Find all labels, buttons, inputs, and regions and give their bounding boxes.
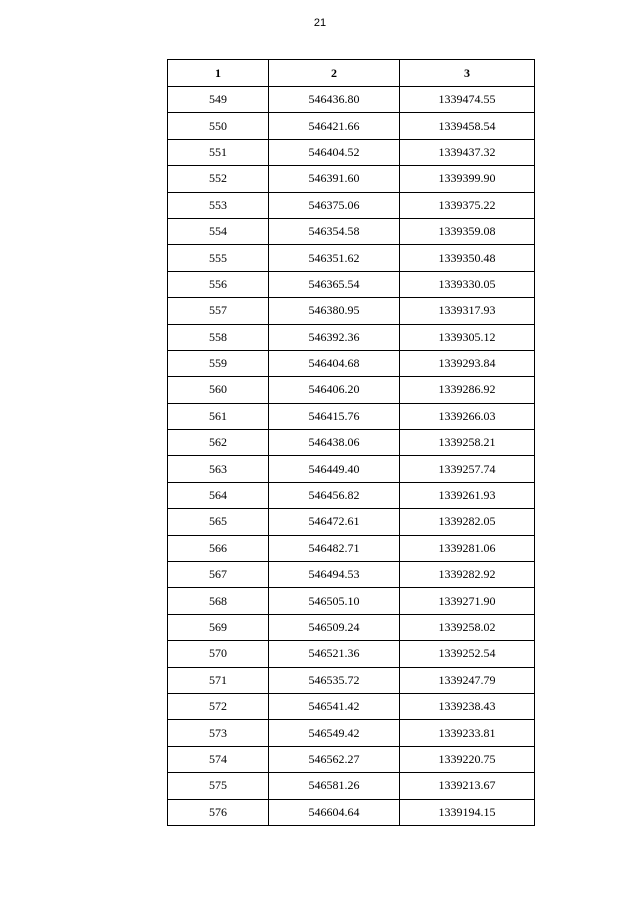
table-cell-col-1: 572 [168, 693, 269, 719]
table-cell-col-3: 1339282.05 [400, 509, 535, 535]
table-cell-col-1: 561 [168, 403, 269, 429]
table-cell-col-3: 1339257.74 [400, 456, 535, 482]
table-row [168, 799, 535, 825]
table-row [168, 430, 535, 456]
table-cell-col-2: 546505.10 [269, 588, 400, 614]
table-cell-col-3: 1339266.03 [400, 403, 535, 429]
table-cell-col-3: 1339238.43 [400, 693, 535, 719]
table-row [168, 324, 535, 350]
table-cell-col-3: 1339213.67 [400, 773, 535, 799]
table-cell-col-1: 555 [168, 245, 269, 271]
table-cell-col-3: 1339399.90 [400, 166, 535, 192]
table-cell-col-3: 1339458.54 [400, 113, 535, 139]
table-cell-col-3: 1339359.08 [400, 218, 535, 244]
table-cell-col-2: 546380.95 [269, 298, 400, 324]
table-cell-col-2: 546456.82 [269, 482, 400, 508]
table-row [168, 271, 535, 297]
table-cell-col-3: 1339233.81 [400, 720, 535, 746]
table-cell-col-3: 1339220.75 [400, 746, 535, 772]
table-cell-col-1: 551 [168, 139, 269, 165]
column-header-3: 3 [400, 60, 535, 87]
table-cell-col-2: 546391.60 [269, 166, 400, 192]
table-row [168, 218, 535, 244]
table-row [168, 350, 535, 376]
table-cell-col-2: 546351.62 [269, 245, 400, 271]
table-cell-col-1: 576 [168, 799, 269, 825]
table-row [168, 562, 535, 588]
table-row [168, 456, 535, 482]
table-row [168, 166, 535, 192]
table-cell-col-2: 546354.58 [269, 218, 400, 244]
table-row [168, 641, 535, 667]
table-cell-col-3: 1339261.93 [400, 482, 535, 508]
table-cell-col-3: 1339247.79 [400, 667, 535, 693]
table-cell-col-1: 553 [168, 192, 269, 218]
table-cell-col-1: 560 [168, 377, 269, 403]
table-body [168, 87, 535, 826]
table-cell-col-1: 570 [168, 641, 269, 667]
table-cell-col-2: 546406.20 [269, 377, 400, 403]
table-row [168, 614, 535, 640]
table-row [168, 693, 535, 719]
table-cell-col-3: 1339293.84 [400, 350, 535, 376]
table-cell-col-2: 546521.36 [269, 641, 400, 667]
table-cell-col-1: 568 [168, 588, 269, 614]
page-number: 21 [313, 17, 327, 29]
table-row [168, 588, 535, 614]
table-cell-col-2: 546404.68 [269, 350, 400, 376]
column-header-1: 1 [168, 60, 269, 87]
table-row [168, 720, 535, 746]
table-cell-col-1: 563 [168, 456, 269, 482]
table-header-row [168, 60, 535, 87]
table-cell-col-2: 546365.54 [269, 271, 400, 297]
table-row [168, 535, 535, 561]
table-cell-col-1: 549 [168, 87, 269, 113]
table-cell-col-2: 546392.36 [269, 324, 400, 350]
table-cell-col-1: 565 [168, 509, 269, 535]
table-cell-col-1: 556 [168, 271, 269, 297]
table-cell-col-2: 546535.72 [269, 667, 400, 693]
table-cell-col-3: 1339271.90 [400, 588, 535, 614]
table-row [168, 746, 535, 772]
table-row [168, 403, 535, 429]
table-row [168, 245, 535, 271]
table-cell-col-1: 569 [168, 614, 269, 640]
table-row [168, 377, 535, 403]
table-row [168, 509, 535, 535]
table-row [168, 87, 535, 113]
table-cell-col-2: 546549.42 [269, 720, 400, 746]
table-cell-col-3: 1339282.92 [400, 562, 535, 588]
table-cell-col-2: 546449.40 [269, 456, 400, 482]
table-cell-col-1: 562 [168, 430, 269, 456]
table-cell-col-2: 546415.76 [269, 403, 400, 429]
table-cell-col-2: 546438.06 [269, 430, 400, 456]
table-cell-col-3: 1339317.93 [400, 298, 535, 324]
table-row [168, 667, 535, 693]
table-cell-col-2: 546436.80 [269, 87, 400, 113]
table-cell-col-3: 1339305.12 [400, 324, 535, 350]
table-cell-col-1: 575 [168, 773, 269, 799]
table-cell-col-2: 546509.24 [269, 614, 400, 640]
table-cell-col-3: 1339258.02 [400, 614, 535, 640]
table-cell-col-2: 546604.64 [269, 799, 400, 825]
table-row [168, 113, 535, 139]
table-cell-col-1: 566 [168, 535, 269, 561]
table-row [168, 298, 535, 324]
table-cell-col-3: 1339281.06 [400, 535, 535, 561]
table-row [168, 139, 535, 165]
table-cell-col-1: 564 [168, 482, 269, 508]
table-cell-col-1: 574 [168, 746, 269, 772]
table-cell-col-1: 557 [168, 298, 269, 324]
table-row [168, 192, 535, 218]
table-cell-col-3: 1339286.92 [400, 377, 535, 403]
table-row [168, 773, 535, 799]
table-cell-col-1: 554 [168, 218, 269, 244]
table-cell-col-1: 571 [168, 667, 269, 693]
table-cell-col-3: 1339474.55 [400, 87, 535, 113]
table-cell-col-3: 1339375.22 [400, 192, 535, 218]
table-cell-col-1: 550 [168, 113, 269, 139]
table-cell-col-3: 1339437.32 [400, 139, 535, 165]
table-cell-col-1: 558 [168, 324, 269, 350]
table-cell-col-2: 546494.53 [269, 562, 400, 588]
table-cell-col-2: 546541.42 [269, 693, 400, 719]
table-cell-col-2: 546562.27 [269, 746, 400, 772]
table-cell-col-2: 546421.66 [269, 113, 400, 139]
table-cell-col-3: 1339252.54 [400, 641, 535, 667]
table-cell-col-2: 546472.61 [269, 509, 400, 535]
table-cell-col-1: 552 [168, 166, 269, 192]
table-cell-col-1: 559 [168, 350, 269, 376]
column-header-2: 2 [269, 60, 400, 87]
table-cell-col-1: 567 [168, 562, 269, 588]
table-row [168, 482, 535, 508]
coordinates-table [167, 59, 535, 826]
table-cell-col-1: 573 [168, 720, 269, 746]
table-cell-col-3: 1339330.05 [400, 271, 535, 297]
table-cell-col-3: 1339194.15 [400, 799, 535, 825]
table-cell-col-3: 1339258.21 [400, 430, 535, 456]
table-cell-col-2: 546404.52 [269, 139, 400, 165]
table-cell-col-3: 1339350.48 [400, 245, 535, 271]
table-cell-col-2: 546581.26 [269, 773, 400, 799]
table-cell-col-2: 546482.71 [269, 535, 400, 561]
table-cell-col-2: 546375.06 [269, 192, 400, 218]
